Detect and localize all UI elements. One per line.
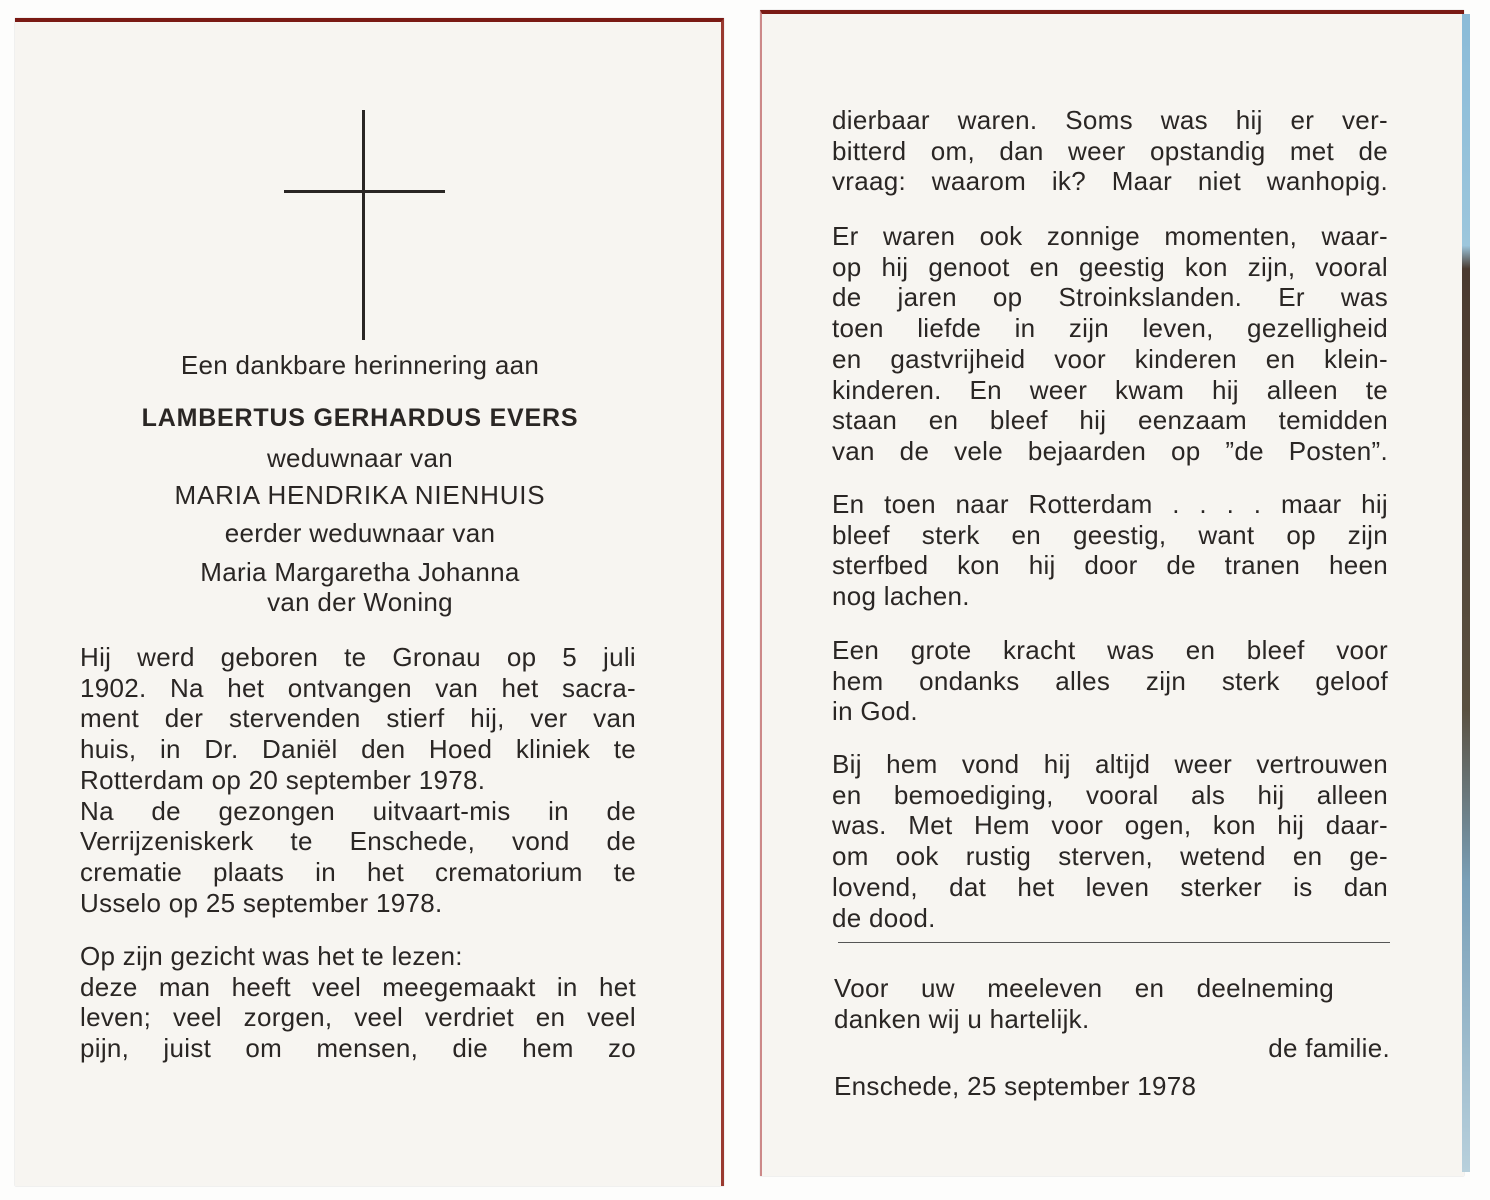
paragraph-line: de jaren op Stroinkslanden. Er was — [832, 282, 1388, 313]
paragraph-line: Usselo op 25 september 1978. — [80, 887, 443, 918]
paragraph-line: deze man heeft veel meegemaakt in het — [80, 971, 636, 1002]
paragraph-line: bitterd om, dan weer opstandig met de — [832, 135, 1388, 166]
paragraph-line: Hij werd geboren te Gronau op 5 juli — [80, 642, 636, 672]
paragraph-line: ment der stervenden stierf hij, ver van — [80, 703, 636, 734]
paragraph-line: hem ondanks alles zijn sterk geloof — [832, 665, 1388, 696]
paragraph-line: van de vele bejaarden op ”de Posten”. — [832, 435, 1388, 466]
paragraph-line: in God. — [832, 696, 918, 727]
earlier-widower-label: eerder weduwnaar van — [224, 518, 496, 548]
paragraph-line: nog lachen. — [832, 581, 970, 612]
deceased-name: LAMBERTUS GERHARDUS EVERS — [141, 404, 579, 432]
paragraph-line: lovend, dat het leven sterker is dan — [832, 871, 1388, 902]
paragraph-line: en gastvrijheid voor kinderen en klein- — [832, 343, 1388, 374]
paragraph-line: pijn, juist om mensen, die hem zo — [80, 1033, 636, 1064]
paragraph-line: En toen naar Rotterdam . . . . maar hij — [832, 489, 1388, 519]
paragraph-line: crematie plaats in het crematorium te — [80, 856, 636, 887]
paragraph-line: toen liefde in zijn leven, gezelligheid — [832, 313, 1388, 344]
paragraph-line: en bemoediging, vooral als hij alleen — [832, 779, 1388, 810]
signature: de familie. — [1268, 1033, 1390, 1063]
paragraph-line: leven; veel zorgen, veel verdriet en veel — [80, 1002, 636, 1033]
paragraph-line: Rotterdam op 20 september 1978. — [80, 764, 486, 795]
first-spouse-line1: Maria Margaretha Johanna — [200, 557, 520, 587]
card-edge-photo-strip — [1462, 14, 1470, 1172]
paragraph-line: vraag: waarom ik? Maar niet wanhopig. — [832, 166, 1388, 197]
place-date: Enschede, 25 september 1978 — [834, 1071, 1197, 1101]
divider-line — [838, 942, 1390, 943]
paragraph-line: bleef sterk en geestig, want op zijn — [832, 519, 1388, 550]
paragraph-line: Op zijn gezicht was het te lezen: — [80, 941, 463, 971]
paragraph-line: dierbaar waren. Soms was hij er ver- — [832, 105, 1388, 135]
paragraph-line: de dood. — [832, 902, 936, 933]
paragraph-line: Verrijzeniskerk te Enschede, vond de — [80, 826, 636, 857]
paragraph-line: danken wij u hartelijk. — [834, 1003, 1090, 1034]
first-spouse-line2: van der Woning — [267, 587, 453, 617]
paragraph-line: Bij hem vond hij altijd weer vertrouwen — [832, 749, 1388, 779]
cross-icon — [362, 110, 365, 340]
paragraph-line: Na de gezongen uitvaart-mis in de — [80, 795, 636, 826]
paragraph-line: staan en bleef hij eenzaam temidden — [832, 405, 1388, 436]
paragraph-line: sterfbed kon hij door de tranen heen — [832, 550, 1388, 581]
cross-icon-arm — [284, 190, 445, 193]
paragraph-line: om ook rustig sterven, wetend en ge- — [832, 841, 1388, 872]
widower-label: weduwnaar van — [266, 443, 453, 473]
paragraph-line: 1902. Na het ontvangen van het sacra- — [80, 672, 636, 703]
paragraph-line: Er waren ook zonnige momenten, waar- — [832, 221, 1388, 251]
heading: Een dankbare herinnering aan — [180, 350, 540, 380]
paragraph-line: was. Met Hem voor ogen, kon hij daar- — [832, 810, 1388, 841]
paragraph-line: op hij genoot en geestig kon zijn, vooral — [832, 251, 1388, 282]
paragraph-line: Een grote kracht was en bleef voor — [832, 635, 1388, 665]
spouse-name: MARIA HENDRIKA NIENHUIS — [174, 480, 546, 510]
paragraph-line: huis, in Dr. Daniël den Hoed kliniek te — [80, 734, 636, 765]
paragraph-line: kinderen. En weer kwam hij alleen te — [832, 374, 1388, 405]
paragraph-line: Voor uw meeleven en deelneming — [834, 973, 1334, 1003]
